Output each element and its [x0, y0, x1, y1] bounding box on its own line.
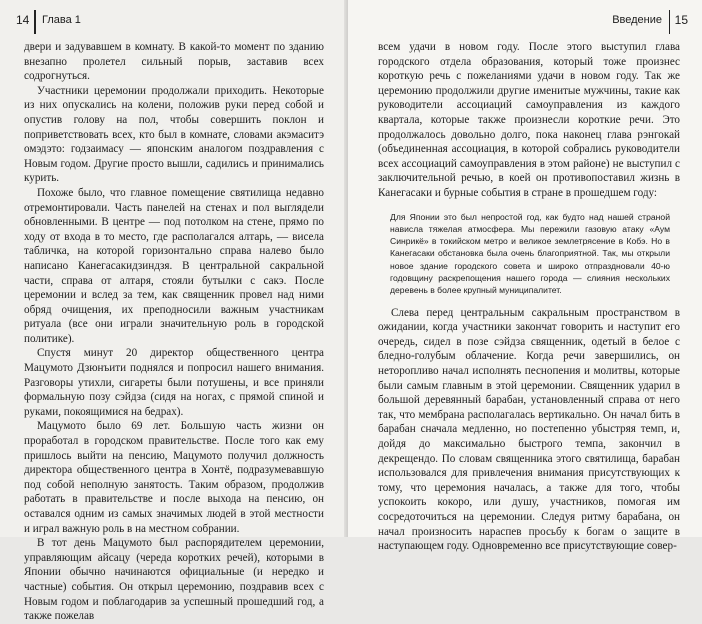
- left-running-title: Глава 1: [42, 14, 81, 26]
- header-divider: [669, 10, 671, 34]
- header-divider: [34, 10, 36, 34]
- quote-text: Для Японии это был непростой год, как будто над нашей страной нависла тяжелая атмосфера. Мы пережили газовую атаку «Аум Синрикё» в токийском метро и великое землетрясение в Кобэ. Но в Канегасаки обстановка была очень благоприятной. Так, мы открыли новое здание городского совета и широко отпраздновали 40-ю годовщину раскрепощения нашего города — слияния нескольких деревень в более крупный муниципалитет.: [390, 211, 670, 296]
- right-page-header: [368, 10, 688, 34]
- right-running-title: Введение: [612, 14, 662, 26]
- left-page-number: 14: [16, 13, 30, 27]
- left-page: [0, 0, 347, 623]
- paragraph: Спустя минут 20 директор общественного центра Мацумото Дзюнъити поднялся и попросил нашего внимания. Разговоры утихли, сигареты были потушены, и все приняли формальную позу сэйдза (сидя на ногах, с прямой спиной и руками, покоящимися на бедрах).: [24, 347, 324, 418]
- paragraph: Похоже было, что главное помещение святилища недавно отремонтировали. Часть панелей на стенах и пол выглядели обновленными. В центре — под потолком на стене, прямо по ходу от входа в то место, где располагался алтарь, — висела табличка, на которой горизонтально справа налево было написано Канегасакидзиндзя. В центральной сакральной части, справа от алтаря, стояли бутылки с сакэ. После церемонии и вслед за тем, как священник провел над ними обряд очищения, их преподносили важным участникам ритуала (все они играли значительную роль в городской политике).: [24, 186, 324, 345]
- left-page-header: [16, 10, 336, 34]
- paragraph: В тот день Мацумото был распорядителем церемонии, управляющим айсацу (череда коротких речей), которыми в Японии обычно начинаются официальные (и нередко и частные) события. Он открыл церемонию, поздравив всех с Новым годом и поблагодарив за успешный прошедший год, а также пожелав: [24, 537, 324, 623]
- paragraph: двери и задувавшем в комнату. В какой-то момент по зданию внезапно пролетел сильный порыв, заставив всех содрогнуться.: [24, 41, 324, 83]
- block-quote: [390, 211, 670, 297]
- paragraph: Мацумото было 69 лет. Большую часть жизни он проработал в городском правительстве. После того как ему пришлось выйти на пенсию, Мацумото получил должность директора общественного центра в Хонтё, подразумевавшую под собой неполную занятость. Таким образом, продолжив работать в правительстве и после выхода на пенсию, он оставался одним из самых значимых людей в этой местности и играл важную роль в на местном собрании.: [24, 420, 324, 535]
- paragraph: Участники церемонии продолжали приходить. Некоторые из них опускались на колени, положив руки перед собой и опустив голову на пол, чтобы совершить поклон и поприветствовать всех, кто был в комнате, словами акэмаситэ омэдэто: годзаимасу — японским аналогом поздравления с Новым годом. Другие просто вышли, садились и принимались курить.: [24, 84, 324, 185]
- paragraph: Слева перед центральным сакральным пространством в ожидании, когда участники закончат говорить и наступит его очередь, сидел в позе сэйдза священник, одетый в белое с бледно-голубым облачение. Когда речи завершились, он неторопливо начал исполнять песнопения и молитвы, которые были самым главным в этой церемонии. Священник ударил в большой деревянный барабан, установленный справа от него так, что мембрана располагалась вертикально. Он начал бить в барабан сначала медленно, но постепенно убыстряя темп, и, дойдя до максимально быстрого темпа, закончил в декрещендо. По словам священника этого святилища, барабан использовался для привлечения внимания присутствующих к тому, что церемония началась, а также для того, чтобы успокоить кокоро, или душу, участников, помогая им сосредоточиться на церемонии. Следуя ритму барабана, он начал произносить нараспев просьбу к богам о защите в наступающем году. Одновременно все присутствующие совер-: [378, 306, 680, 553]
- right-page-body: [378, 40, 680, 554]
- right-page: [348, 0, 702, 553]
- right-page-number: 15: [674, 13, 688, 27]
- paragraph: всем удачи в новом году. После этого выступил глава городского отдела образования, который тоже произнес короткую речь с пожеланиями удачи в новом году. Так же церемонию продолжили другие именитые мужчины, такие как руководители ассоциаций самоуправления из каждого квартала, которые также произнесли короткие речи. Это продолжалось довольно долго, пока наконец глава рэнгокай (объединенная ассоциация, в которой собрались руководители всех ассоциаций самоуправления в этом районе) не выступил с заключительной речью, в коей он противопоставил жизнь в Канегасаки и бурные события в стране в прошедшем году:: [378, 41, 680, 199]
- left-page-body: [24, 40, 324, 624]
